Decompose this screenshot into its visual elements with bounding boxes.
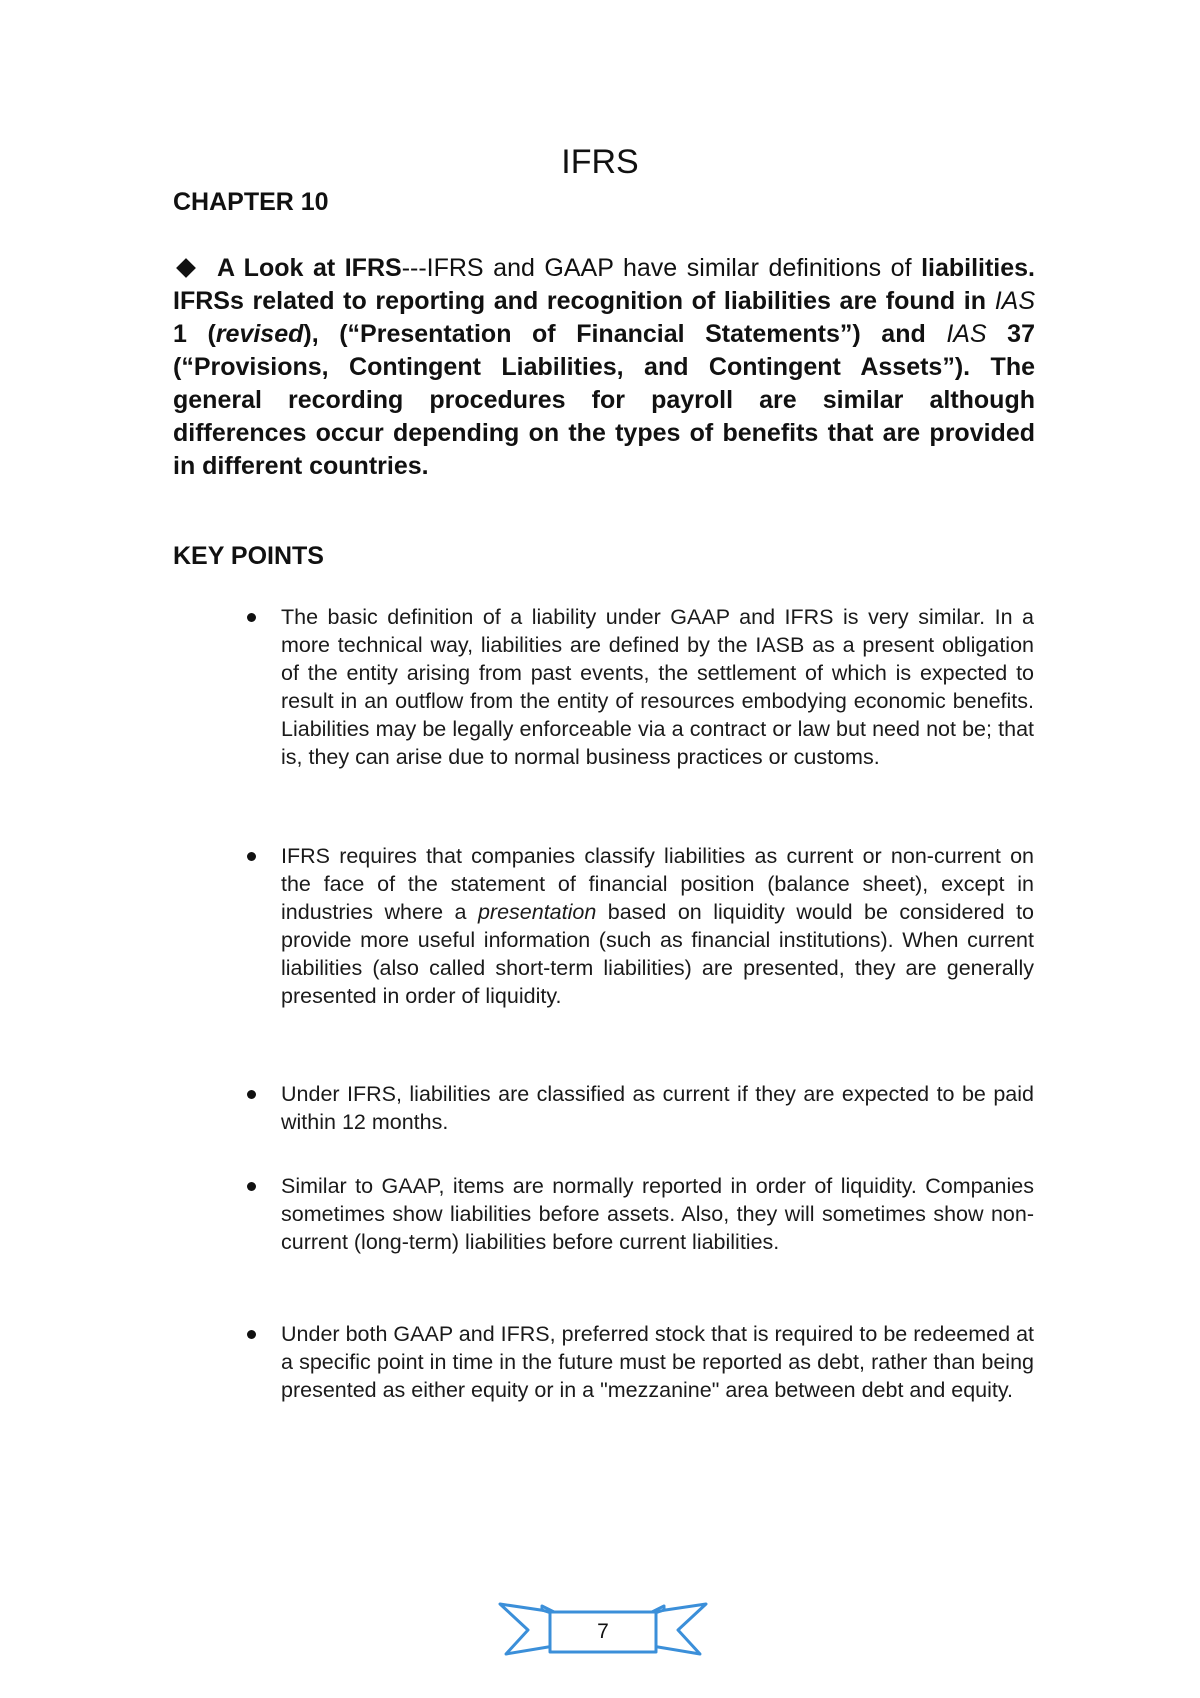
key-point-text: Under both GAAP and IFRS, preferred stock that is required to be redeemed at a specific point in time in the future must be reported as debt, rather than being presented as either equity or in a "mezzanine" area between debt and equity.	[281, 1322, 1034, 1402]
look-at-lead: A Look at IFRS	[217, 254, 402, 282]
bullet-icon	[247, 613, 256, 622]
look-at-sentence-2: liabilities. IFRSs related to reporting and recognition of liabilities are found in	[173, 254, 1035, 315]
look-at-sentence-1: ---IFRS and GAAP have similar definitions of	[401, 254, 912, 282]
page-number-ribbon	[498, 1600, 708, 1660]
bullet-icon	[247, 1330, 256, 1339]
look-at-ifrs-paragraph	[173, 252, 1035, 483]
presentation-emphasis: presentation	[477, 900, 597, 924]
revised-label: revised	[215, 320, 304, 348]
key-point-text: Under IFRS, liabilities are classified as current if they are expected to be paid within 12 months.	[281, 1082, 1034, 1134]
key-points-heading: KEY POINTS	[173, 542, 324, 570]
key-point-text: The basic definition of a liability under GAAP and IFRS is very similar. In a more technical way, liabilities are defined by the IASB as a present obligation of the entity arising from past events, the settlement of which is expected to result in an outflow from the entity of resources embodying economic benefits. Liabilities may be legally enforceable via a contract or law but need not be; that is, they can arise due to normal business practices or customs.	[281, 605, 1034, 769]
key-point-item	[281, 603, 1034, 771]
key-point-item	[281, 1172, 1034, 1256]
bullet-icon	[247, 852, 256, 861]
bullet-icon	[247, 1090, 256, 1099]
chapter-heading: CHAPTER 10	[173, 188, 329, 216]
page-title: IFRS	[561, 143, 639, 181]
key-point-text-continued: based on liquidity would be considered to provide more useful information (such as financial institutions). When current liabilities (also called short-term liabilities) are presented, they are generally presented in order of liquidity.	[281, 900, 1034, 1008]
ias-1-label: IAS	[994, 287, 1035, 315]
key-point-item	[281, 1320, 1034, 1404]
diamond-bullet-icon	[176, 258, 196, 278]
key-point-text: Similar to GAAP, items are normally reported in order of liquidity. Companies sometimes show liabilities before assets. Also, they will sometimes show non-current (long-term) liabilities before current liabilities.	[281, 1174, 1034, 1254]
key-point-item	[281, 1080, 1034, 1136]
key-point-text: IFRS requires that companies classify liabilities as current or non-current on the face of the statement of financial position (balance sheet), except in industries where a	[281, 844, 1034, 924]
look-at-sentence-5: 37 (“Provisions, Contingent Liabilities, and Contingent Assets”). The general recording procedures for payroll are similar although differences occur depending on the types of benefits that are provided in different countries.	[173, 320, 1035, 480]
ias-37-label: IAS	[946, 320, 987, 348]
key-point-item	[281, 842, 1034, 1010]
bullet-icon	[247, 1182, 256, 1191]
page-number: 7	[597, 1620, 609, 1643]
look-at-sentence-3: 1 (	[173, 320, 216, 348]
look-at-sentence-4: ), (“Presentation of Financial Statements”) and	[303, 320, 947, 348]
